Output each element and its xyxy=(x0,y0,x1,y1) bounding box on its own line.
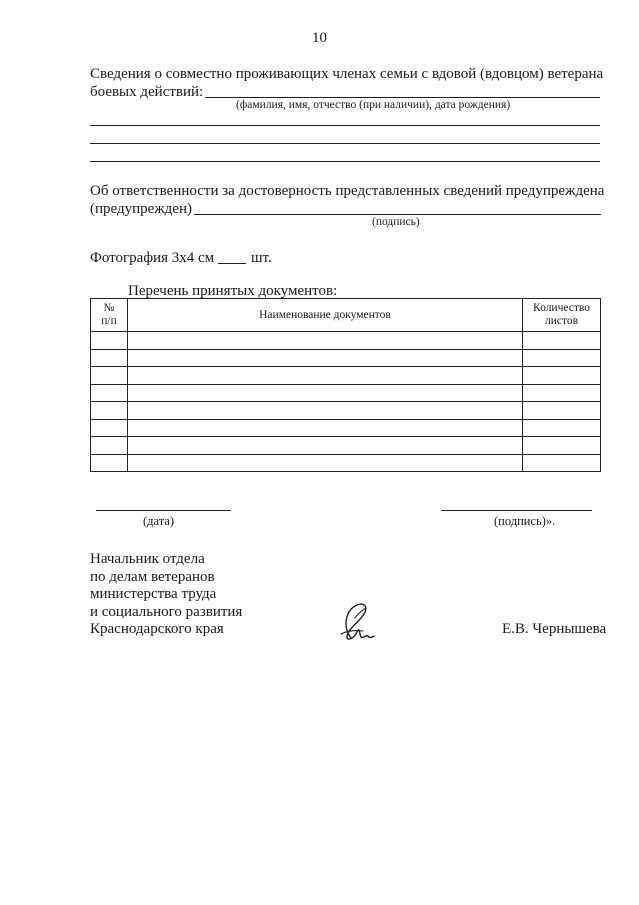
table-row xyxy=(91,332,601,350)
table-cell[interactable] xyxy=(91,437,128,455)
table-cell[interactable] xyxy=(523,402,601,420)
table-cell[interactable] xyxy=(91,402,128,420)
signature-field[interactable] xyxy=(441,510,592,511)
documents-table-body xyxy=(91,332,601,472)
column-header-count-line2: листов xyxy=(544,315,579,327)
family-section-line1: Сведения о совместно проживающих членах семьи с вдовой (вдовцом) ветерана xyxy=(90,66,604,82)
official-title-line: министерства труда xyxy=(90,586,217,602)
column-header-count xyxy=(523,299,601,332)
responsibility-line2: (предупрежден) xyxy=(90,201,192,217)
table-cell[interactable] xyxy=(128,384,523,402)
column-header-name: Наименование документов xyxy=(128,299,523,332)
table-cell[interactable] xyxy=(91,419,128,437)
table-cell[interactable] xyxy=(91,349,128,367)
photo-prefix: Фотография 3х4 см xyxy=(90,250,215,266)
official-name: Е.В. Чернышева xyxy=(502,621,607,637)
table-header-row xyxy=(91,299,601,332)
table-row xyxy=(91,384,601,402)
table-row xyxy=(91,402,601,420)
table-cell[interactable] xyxy=(523,332,601,350)
table-cell[interactable] xyxy=(91,367,128,385)
official-title xyxy=(90,551,242,639)
date-label: (дата) xyxy=(143,514,175,528)
responsibility-signature-hint: (подпись) xyxy=(372,216,420,228)
table-cell[interactable] xyxy=(128,419,523,437)
table-cell[interactable] xyxy=(523,384,601,402)
column-header-number-line2: п/п xyxy=(101,315,117,327)
table-cell[interactable] xyxy=(523,437,601,455)
table-row xyxy=(91,454,601,472)
official-title-line: Краснодарского края xyxy=(90,621,224,637)
column-header-number xyxy=(91,299,128,332)
family-members-line[interactable] xyxy=(90,125,600,126)
table-cell[interactable] xyxy=(128,437,523,455)
table-cell[interactable] xyxy=(523,349,601,367)
photo-count-field[interactable] xyxy=(218,263,246,264)
table-cell[interactable] xyxy=(128,367,523,385)
table-row xyxy=(91,419,601,437)
table-cell[interactable] xyxy=(523,454,601,472)
table-row xyxy=(91,349,601,367)
documents-table xyxy=(90,298,601,472)
column-header-number-line1: № xyxy=(103,302,115,314)
page-number: 10 xyxy=(312,30,327,46)
table-cell[interactable] xyxy=(91,384,128,402)
table-cell[interactable] xyxy=(523,419,601,437)
table-cell[interactable] xyxy=(128,454,523,472)
family-members-line[interactable] xyxy=(90,161,600,162)
handwritten-signature xyxy=(333,598,383,644)
documents-list-title: Перечень принятых документов: xyxy=(128,283,338,299)
official-title-line: и социального развития xyxy=(90,603,243,620)
responsibility-line1: Об ответственности за достоверность представленных сведений предупреждена xyxy=(90,183,605,199)
official-title-line: по делам ветеранов xyxy=(90,568,215,585)
family-members-hint: (фамилия, имя, отчество (при наличии), дата рождения) xyxy=(236,99,511,111)
table-cell[interactable] xyxy=(523,367,601,385)
table-cell[interactable] xyxy=(91,454,128,472)
table-row xyxy=(91,437,601,455)
table-cell[interactable] xyxy=(91,332,128,350)
date-field[interactable] xyxy=(96,510,231,511)
photo-suffix: шт. xyxy=(251,250,272,266)
table-cell[interactable] xyxy=(128,349,523,367)
column-header-count-line1: Количество xyxy=(533,302,590,314)
family-section-line2: боевых действий: xyxy=(90,84,204,100)
table-cell[interactable] xyxy=(128,332,523,350)
table-row xyxy=(91,367,601,385)
official-title-line: Начальник отдела xyxy=(90,551,205,567)
signature-label: (подпись)». xyxy=(494,514,556,528)
family-members-line[interactable] xyxy=(90,143,600,144)
table-cell[interactable] xyxy=(128,402,523,420)
